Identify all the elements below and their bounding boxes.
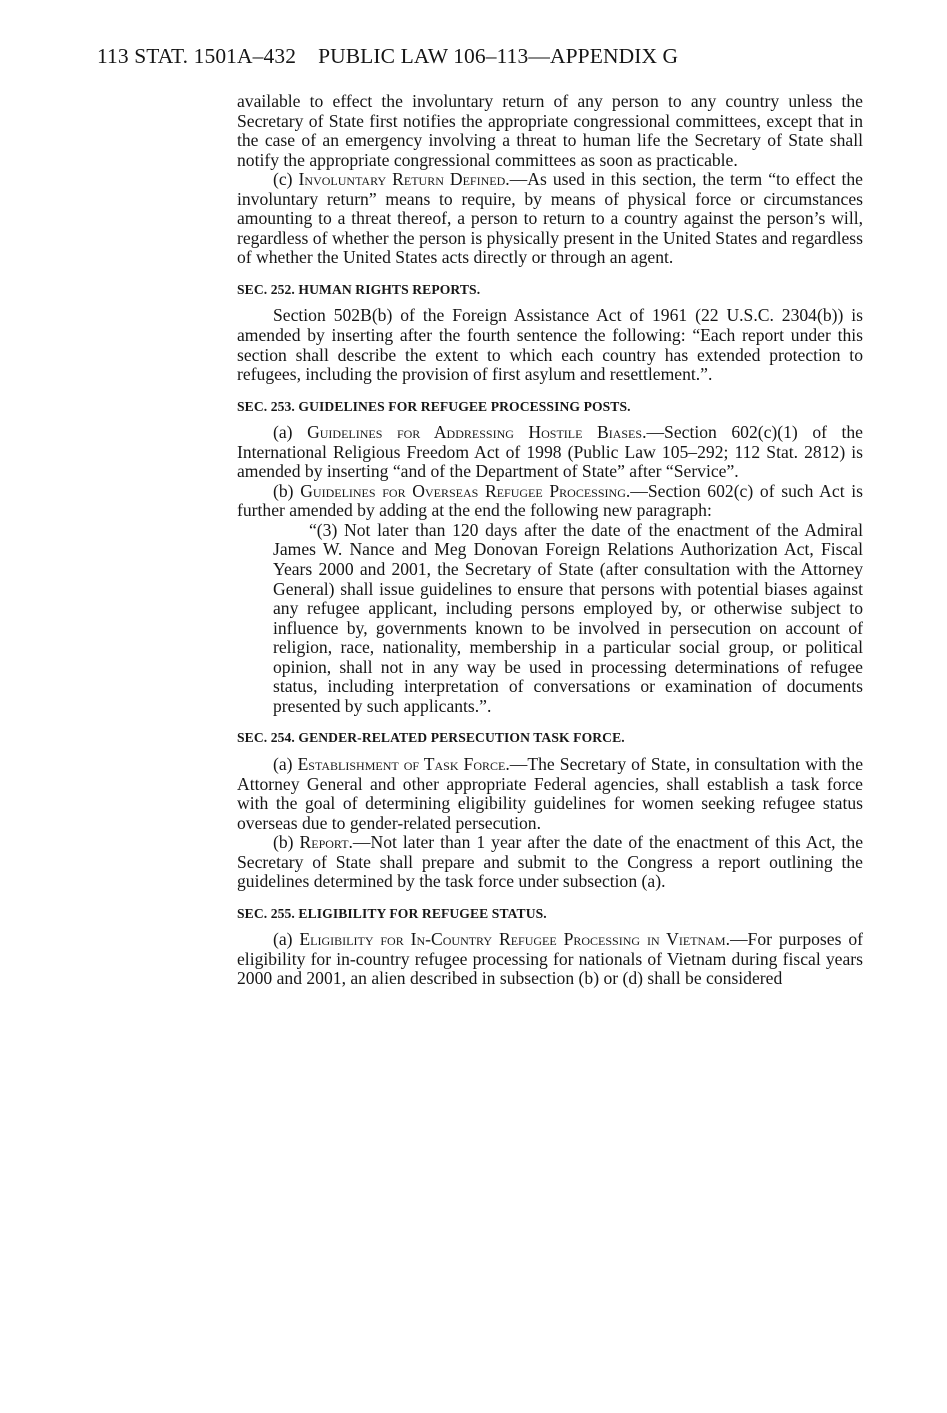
subsection-253a	[237, 423, 863, 482]
subsection-251c	[237, 170, 863, 268]
subsection-253b	[237, 482, 863, 521]
subsection-heading: Guidelines for Overseas Refugee Processing	[300, 480, 626, 501]
subsection-text: .—Section 602(c) of such Act is further amended by adding at the end the following new paragraph:	[237, 480, 863, 521]
section-252-heading: SEC. 252. HUMAN RIGHTS REPORTS.	[237, 281, 481, 297]
subsection-254a	[237, 755, 863, 833]
subsection-heading: Guidelines for Addressing Hostile Biases	[307, 422, 643, 443]
section-255-heading: SEC. 255. ELIGIBILITY FOR REFUGEE STATUS.	[237, 905, 547, 921]
subsection-text: .—As used in this section, the term “to effect the involuntary return” means to require, by means of physical force or circumstances amounting to a threat thereof, a person to return to a country against the person’s will, regardless of whether the person is physically present in the United States and regardless of whether the United States acts directly or through an agent.	[237, 169, 863, 268]
continued-paragraph: available to effect the involuntary return of any person to any country unless the Secretary of State first notifies the appropriate congressional committees, except that in the case of an emergency involving a threat to human life the Secretary of State shall notify the appropriate congressional committees as soon as practicable.	[237, 91, 863, 170]
subsection-label: (c)	[273, 169, 299, 190]
subsection-label: (b)	[273, 480, 301, 501]
document-body	[237, 92, 863, 989]
subsection-label: (b)	[273, 832, 300, 853]
subsection-label: (a)	[273, 753, 298, 774]
subsection-heading: Eligibility for In-Country Refugee Processing in Vietnam	[299, 929, 726, 950]
subsection-label: (a)	[273, 422, 308, 443]
subsection-text: .—For purposes of eligibility for in-country refugee processing for nationals of Vietnam during fiscal years 2000 and 2001, an alien described in subsection (b) or (d) shall be considered	[237, 929, 863, 989]
subsection-label: (a)	[273, 929, 300, 950]
subsection-heading: Report	[299, 832, 349, 853]
subsection-heading: Establishment of Task Force	[297, 753, 506, 774]
subsection-text: .—Section 602(c)(1) of the International Religious Freedom Act of 1998 (Public Law 105–292; 112 Stat. 2812) is amended by inserting “and of the Department of State” after “Service”.	[237, 422, 863, 482]
subsection-heading: Involuntary Return Defined	[298, 169, 506, 190]
section-252-text: Section 502B(b) of the Foreign Assistance Act of 1961 (22 U.S.C. 2304(b)) is amended by inserting after the fourth sentence the following: “Each report under this section shall describe the extent to which each country has extended protection to refugees, including the provision of first asylum and resettlement.”.	[237, 305, 863, 385]
subsection-254b	[237, 833, 863, 892]
section-254-heading: SEC. 254. GENDER-RELATED PERSECUTION TASK FORCE.	[237, 730, 625, 746]
subsection-text: .—The Secretary of State, in consultation with the Attorney General and other appropriate Federal agencies, shall establish a task force with the goal of determining eligibility guidelines for women seeking refugee status overseas due to gender-related persecution.	[237, 753, 863, 833]
quoted-paragraph: “(3) Not later than 120 days after the date of the enactment of the Admiral James W. Nance and Meg Donovan Foreign Relations Authorization Act, Fiscal Years 2000 and 2001, the Secretary of State (after consultation with the Attorney General) shall issue guidelines to ensure that persons with potential biases against any refugee applicant, including persons employed by, or otherwise subject to influence by, governments known to be involved in persecution on account of religion, race, nationality, membership in a particular social group, or political opinion, shall not in any way be used in processing determinations of refugee status, including interpretation of conversations or examination of documents presented by such applicants.”.	[273, 519, 863, 716]
statute-citation: 113 STAT. 1501A–432	[97, 44, 297, 68]
subsection-text: .—Not later than 1 year after the date of the enactment of this Act, the Secretary of State shall prepare and submit to the Congress a report outlining the guidelines determined by the task force under subsection (a).	[237, 832, 864, 892]
section-253-heading: SEC. 253. GUIDELINES FOR REFUGEE PROCESSING POSTS.	[237, 398, 631, 414]
page-header	[97, 44, 877, 69]
running-title: PUBLIC LAW 106–113—APPENDIX G	[318, 44, 679, 68]
subsection-255a	[237, 930, 863, 989]
